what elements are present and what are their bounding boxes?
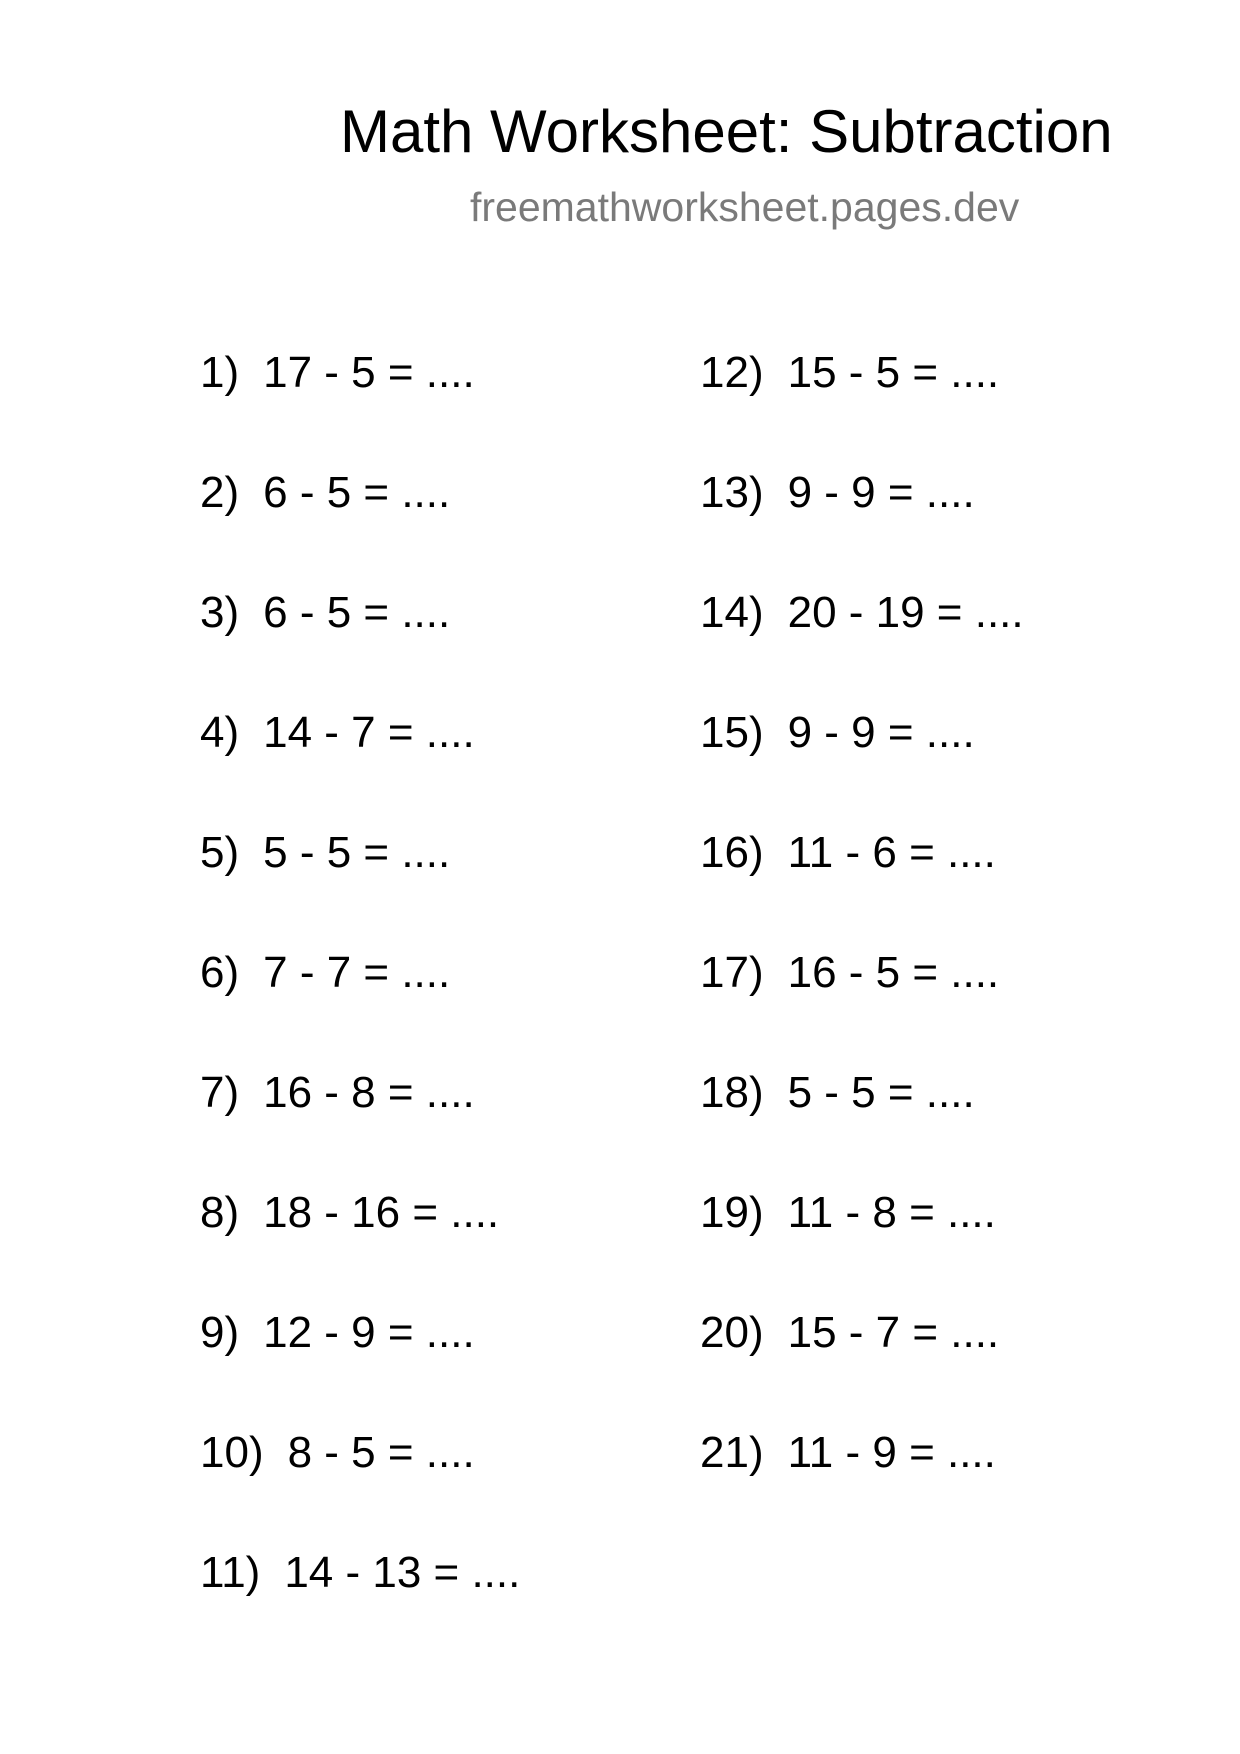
problem-number: 5) <box>200 828 240 877</box>
problem-number: 12) <box>700 348 764 397</box>
problem-item <box>200 1426 520 1546</box>
problem-number: 15) <box>700 708 764 757</box>
problem-expression: 16 - 5 = .... <box>787 948 1000 997</box>
problem-expression: 17 - 5 = .... <box>263 348 475 397</box>
problem-item <box>200 826 520 946</box>
problem-expression: 14 - 13 = .... <box>284 1548 521 1597</box>
problem-item <box>200 586 520 706</box>
problem-column-right <box>700 346 1024 1546</box>
problem-item <box>200 1306 520 1426</box>
problem-expression: 5 - 5 = .... <box>263 828 451 877</box>
problem-item <box>700 466 1024 586</box>
problem-expression: 6 - 5 = .... <box>263 588 451 637</box>
problem-expression: 11 - 9 = .... <box>787 1428 996 1477</box>
problem-expression: 11 - 6 = .... <box>787 828 996 877</box>
problem-item <box>700 346 1024 466</box>
problem-number: 14) <box>700 588 764 637</box>
problem-expression: 9 - 9 = .... <box>787 468 975 517</box>
problem-number: 11) <box>200 1548 261 1597</box>
problem-column-left <box>200 346 520 1666</box>
problem-number: 13) <box>700 468 764 517</box>
problem-expression: 8 - 5 = .... <box>287 1428 475 1477</box>
problem-number: 4) <box>200 708 240 757</box>
problem-expression: 9 - 9 = .... <box>787 708 975 757</box>
problem-item <box>700 706 1024 826</box>
problem-expression: 20 - 19 = .... <box>787 588 1024 637</box>
problem-number: 7) <box>200 1068 240 1117</box>
problem-item <box>700 1306 1024 1426</box>
problem-item <box>200 346 520 466</box>
problem-item <box>700 586 1024 706</box>
page-title: Math Worksheet: Subtraction <box>340 98 1113 165</box>
problem-expression: 12 - 9 = .... <box>263 1308 475 1357</box>
problem-item <box>200 466 520 586</box>
problem-item <box>200 1546 520 1666</box>
problem-expression: 14 - 7 = .... <box>263 708 475 757</box>
problem-number: 16) <box>700 828 764 877</box>
problem-item <box>700 1066 1024 1186</box>
problem-item <box>200 706 520 826</box>
problem-item <box>200 946 520 1066</box>
problem-number: 17) <box>700 948 764 997</box>
problem-item <box>200 1186 520 1306</box>
problem-expression: 5 - 5 = .... <box>787 1068 975 1117</box>
problem-expression: 6 - 5 = .... <box>263 468 451 517</box>
problem-number: 1) <box>200 348 240 397</box>
problem-number: 2) <box>200 468 240 517</box>
problem-item <box>700 1186 1024 1306</box>
problem-number: 6) <box>200 948 240 997</box>
source-url: freemathworksheet.pages.dev <box>470 184 1020 230</box>
problem-number: 8) <box>200 1188 240 1237</box>
problem-number: 9) <box>200 1308 240 1357</box>
problem-expression: 15 - 5 = .... <box>787 348 1000 397</box>
problem-expression: 18 - 16 = .... <box>263 1188 500 1237</box>
problem-expression: 15 - 7 = .... <box>787 1308 1000 1357</box>
problem-expression: 16 - 8 = .... <box>263 1068 475 1117</box>
problem-expression: 7 - 7 = .... <box>263 948 451 997</box>
problem-item <box>700 946 1024 1066</box>
problem-number: 21) <box>700 1428 764 1477</box>
problem-item <box>700 1426 1024 1546</box>
problem-item <box>200 1066 520 1186</box>
problem-number: 10) <box>200 1428 264 1477</box>
problem-item <box>700 826 1024 946</box>
problem-number: 19) <box>700 1188 764 1237</box>
problem-number: 18) <box>700 1068 764 1117</box>
problem-expression: 11 - 8 = .... <box>787 1188 996 1237</box>
problem-number: 20) <box>700 1308 764 1357</box>
problem-number: 3) <box>200 588 240 637</box>
